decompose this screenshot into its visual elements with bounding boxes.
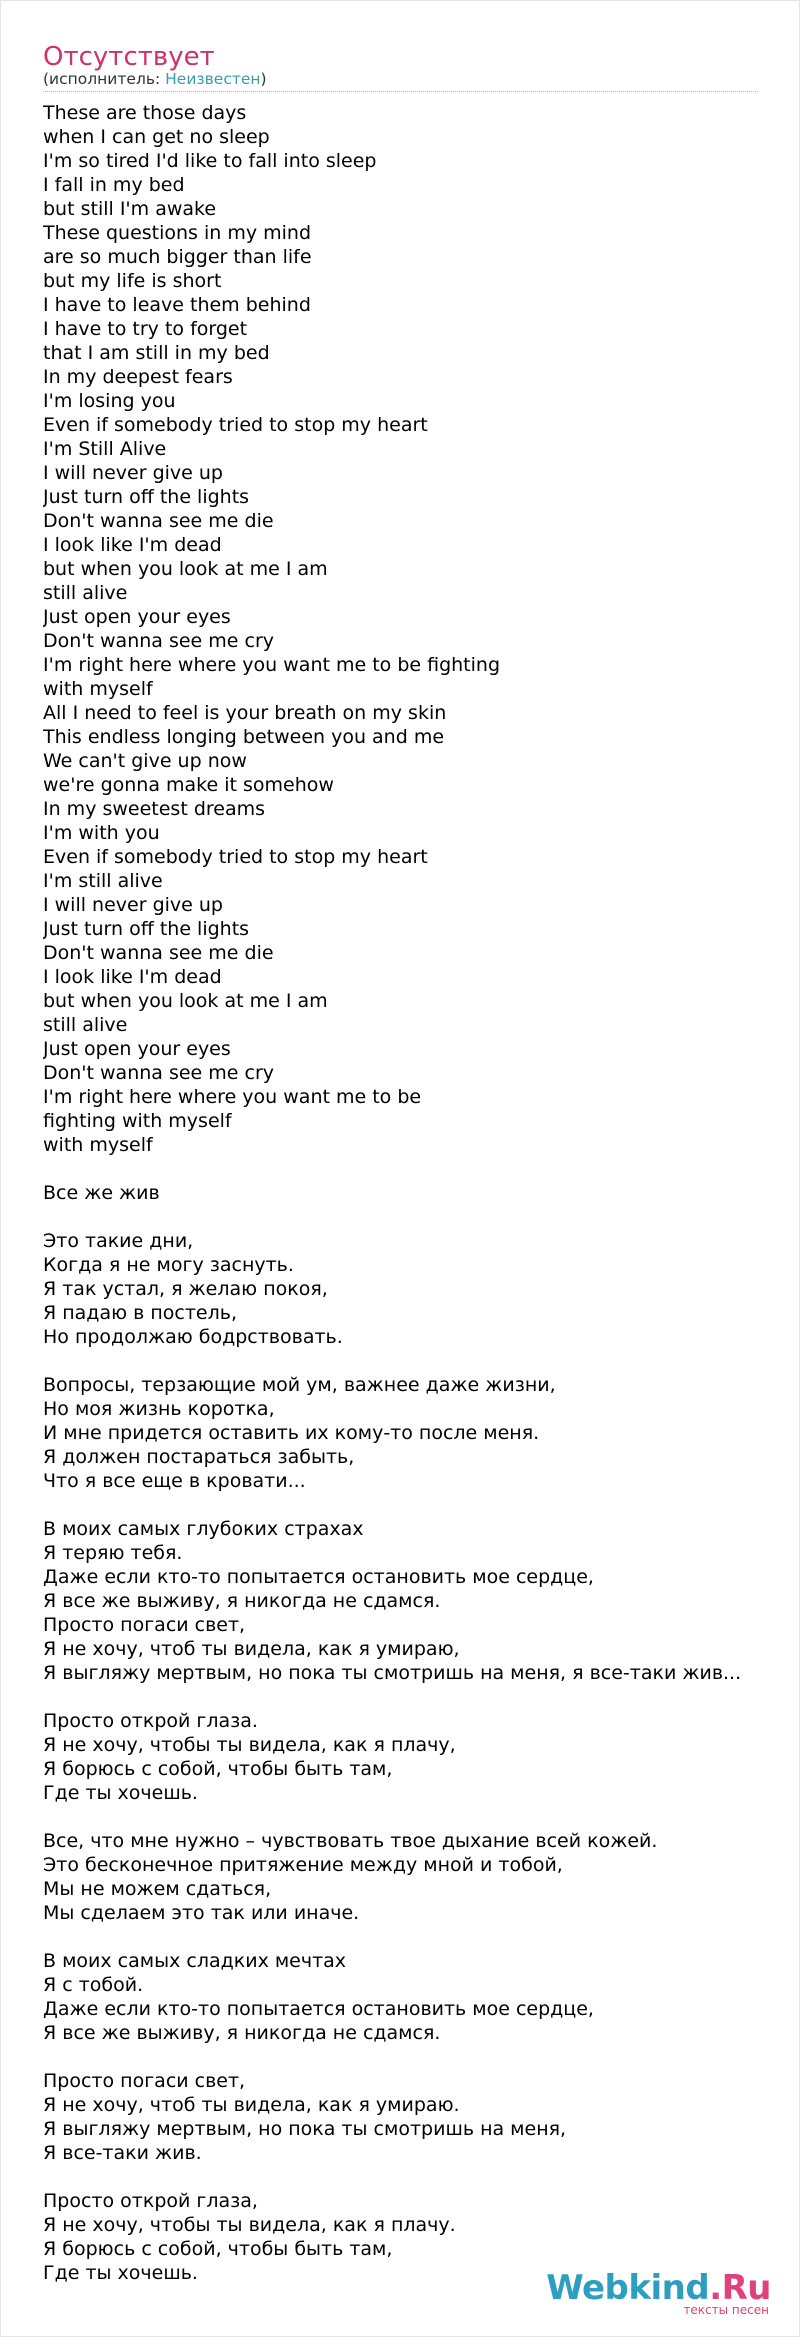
lyric-line: Просто погаси свет, (43, 2070, 246, 2092)
lyric-line: Я не хочу, чтоб ты видела, как я умираю. (43, 2094, 460, 2116)
lyric-line (43, 1685, 778, 1709)
lyric-line (43, 1925, 778, 1949)
lyric-line (43, 2165, 778, 2189)
lyric-line: Это такие дни, (43, 1230, 194, 1252)
lyric-line: I have to try to forget (43, 318, 248, 340)
lyric-line: still alive (43, 1014, 128, 1036)
lyric-line: I look like I'm dead (43, 534, 222, 556)
lyric-line: Even if somebody tried to stop my heart (43, 846, 428, 868)
lyric-line: Even if somebody tried to stop my heart (43, 414, 428, 436)
lyric-line: Я с тобой. (43, 1974, 144, 1996)
lyric-line: В моих самых глубоких страхах (43, 1518, 364, 1540)
lyric-line: but still I'm awake (43, 198, 217, 220)
artist-link[interactable]: Неизвестен (165, 70, 261, 88)
lyric-line: Я не хочу, чтобы ты видела, как я плачу. (43, 2214, 456, 2236)
lyric-line: I'm so tired I'd like to fall into sleep (43, 150, 377, 172)
lyric-line: All I need to feel is your breath on my skin (43, 702, 447, 724)
lyric-line: In my sweetest dreams (43, 798, 266, 820)
lyric-line: Все же жив (43, 1182, 160, 1204)
lyric-line (43, 1157, 778, 1181)
lyric-line: but when you look at me I am (43, 990, 328, 1012)
performer-suffix: ) (260, 70, 267, 88)
lyric-line: Я выгляжу мертвым, но пока ты смотришь на меня, я все-таки жив... (43, 1662, 742, 1684)
lyric-line: Где ты хочешь. (43, 2262, 198, 2284)
lyric-line: I'm Still Alive (43, 438, 167, 460)
lyric-line: I fall in my bed (43, 174, 185, 196)
lyric-line: are so much bigger than life (43, 246, 312, 268)
lyric-line (43, 1205, 778, 1229)
lyric-line: I look like I'm dead (43, 966, 222, 988)
lyric-line: I will never give up (43, 462, 223, 484)
lyric-line: Just turn off the lights (43, 918, 250, 940)
lyric-line: Don't wanna see me die (43, 510, 274, 532)
lyric-line: I will never give up (43, 894, 223, 916)
lyric-line: This endless longing between you and me (43, 726, 445, 748)
lyric-line: Don't wanna see me cry (43, 630, 275, 652)
lyric-line: Я борюсь с собой, чтобы быть там, (43, 1758, 393, 1780)
lyric-line: Мы сделаем это так или иначе. (43, 1902, 360, 1924)
lyric-line: Когда я не могу заснуть. (43, 1254, 294, 1276)
lyric-line: Just turn off the lights (43, 486, 250, 508)
logo-tagline: тексты песен (683, 2303, 769, 2317)
lyric-line: Что я все еще в кровати... (43, 1470, 306, 1492)
lyric-line: I'm right here where you want me to be (43, 1086, 422, 1108)
lyric-line: Мы не можем сдаться, (43, 1878, 272, 1900)
lyric-line: Я не хочу, чтоб ты видела, как я умираю, (43, 1638, 460, 1660)
logo-name-main: Webkind (546, 2268, 710, 2308)
lyric-line: Даже если кто-то попытается остановить мое сердце, (43, 1566, 594, 1588)
lyric-line: Don't wanna see me die (43, 942, 274, 964)
webkind-logo[interactable] (546, 2269, 771, 2317)
lyric-line: Просто открой глаза, (43, 2190, 258, 2212)
lyric-line: И мне придется оставить их кому-то после меня. (43, 1422, 540, 1444)
lyric-line: Я так устал, я желаю покоя, (43, 1278, 328, 1300)
lyric-line: Я борюсь с собой, чтобы быть там, (43, 2238, 393, 2260)
performer-line (43, 69, 267, 89)
lyric-line: I'm still alive (43, 870, 163, 892)
lyric-line: I'm losing you (43, 390, 176, 412)
lyric-line: Я не хочу, чтобы ты видела, как я плачу, (43, 1734, 456, 1756)
lyric-line: we're gonna make it somehow (43, 774, 334, 796)
lyrics-text (43, 101, 793, 2285)
lyric-line: In my deepest fears (43, 366, 233, 388)
lyric-line: with myself (43, 678, 153, 700)
logo-name-tld: .Ru (709, 2268, 771, 2308)
title-divider (43, 91, 758, 92)
lyric-line: Just open your eyes (43, 606, 231, 628)
song-title: Отсутствует (43, 42, 215, 72)
lyric-line: Don't wanna see me cry (43, 1062, 275, 1084)
lyric-line: fighting with myself (43, 1110, 232, 1132)
lyric-line: Даже если кто-то попытается остановить мое сердце, (43, 1998, 594, 2020)
lyric-line: but my life is short (43, 270, 222, 292)
lyric-line (43, 1493, 778, 1517)
lyric-line (43, 2045, 778, 2069)
lyric-line: that I am still in my bed (43, 342, 270, 364)
lyric-line: Я все-таки жив. (43, 2142, 202, 2164)
lyric-line: Я выгляжу мертвым, но пока ты смотришь на меня, (43, 2118, 567, 2140)
lyric-line: Я падаю в постель, (43, 1302, 237, 1324)
lyric-line: Я все же выживу, я никогда не сдамся. (43, 2022, 441, 2044)
lyric-line: but when you look at me I am (43, 558, 328, 580)
lyric-line: These are those days (43, 102, 247, 124)
lyric-line: Все, что мне нужно – чувствовать твое дыхание всей кожей. (43, 1830, 658, 1852)
lyric-line: I'm right here where you want me to be fighting (43, 654, 501, 676)
lyric-line (43, 1805, 778, 1829)
lyric-line: В моих самых сладких мечтах (43, 1950, 347, 1972)
lyric-line: still alive (43, 582, 128, 604)
logo-wordmark (546, 2269, 771, 2307)
lyric-line: Просто открой глаза. (43, 1710, 258, 1732)
performer-prefix: (исполнитель: (43, 70, 166, 88)
lyric-line: Я должен постараться забыть, (43, 1446, 355, 1468)
lyric-line: These questions in my mind (43, 222, 312, 244)
lyric-line: with myself (43, 1134, 153, 1156)
lyric-line: We can't give up now (43, 750, 247, 772)
lyric-line: I have to leave them behind (43, 294, 311, 316)
lyric-line: Но моя жизнь коротка, (43, 1398, 275, 1420)
lyric-line (43, 1349, 778, 1373)
lyric-line: when I can get no sleep (43, 126, 270, 148)
lyric-line: Где ты хочешь. (43, 1782, 198, 1804)
lyric-line: Я все же выживу, я никогда не сдамся. (43, 1590, 441, 1612)
lyric-line: Просто погаси свет, (43, 1614, 246, 1636)
lyric-line: Я теряю тебя. (43, 1542, 183, 1564)
lyric-line: Just open your eyes (43, 1038, 231, 1060)
lyric-line: I'm with you (43, 822, 160, 844)
lyric-line: Вопросы, терзающие мой ум, важнее даже жизни, (43, 1374, 556, 1396)
lyric-line: Это бесконечное притяжение между мной и тобой, (43, 1854, 563, 1876)
lyric-line: Но продолжаю бодрствовать. (43, 1326, 343, 1348)
